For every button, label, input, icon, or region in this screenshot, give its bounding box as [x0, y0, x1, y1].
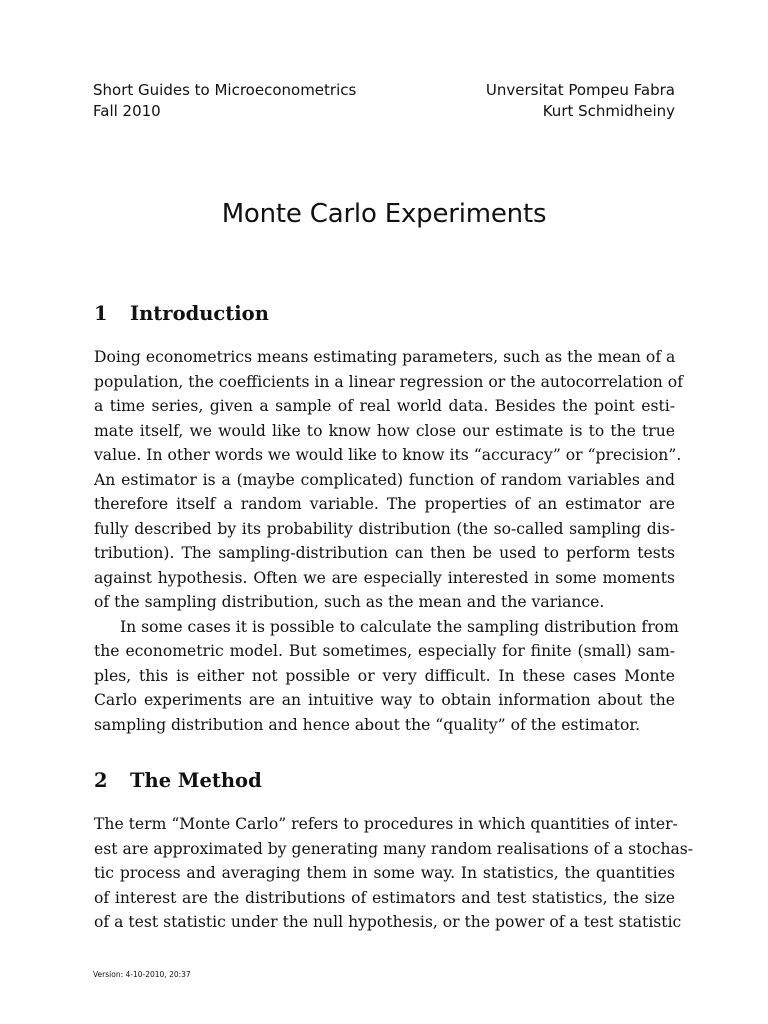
text-line: mate itself, we would like to know how close our estimate is to the true — [94, 421, 675, 440]
text-line: fully described by its probability distribution (the so-called sampling dis- — [94, 519, 675, 538]
header-author: Kurt Schmidheiny — [542, 102, 675, 120]
text-line: of interest are the distributions of estimators and test statistics, the size — [94, 888, 675, 907]
section-title: The Method — [130, 769, 262, 792]
paragraph-method-1 — [94, 812, 694, 935]
paragraph-intro-1 — [94, 345, 683, 615]
section-number: 1 — [94, 302, 108, 325]
text-line: ples, this is either not possible or very difficult. In these cases Monte — [94, 666, 675, 685]
text-line: Doing econometrics means estimating parameters, such as the mean of a — [94, 348, 676, 366]
text-line: tribution). The sampling-distribution can then be used to perform tests — [94, 544, 675, 562]
text-line: a time series, given a sample of real world data. Besides the point esti- — [94, 397, 675, 415]
header-semester: Fall 2010 — [93, 102, 161, 120]
section-heading-1 — [94, 301, 269, 327]
text-line: est are approximated by generating many random realisations of a stochas- — [94, 839, 694, 858]
version-footer: Version: 4-10-2010, 20:37 — [93, 970, 191, 979]
section-heading-2 — [94, 768, 262, 794]
section-number: 2 — [94, 769, 108, 792]
text-line: therefore itself a random variable. The properties of an estimator are — [94, 495, 675, 513]
text-line: against hypothesis. Often we are especially interested in some moments — [94, 568, 675, 587]
text-line: population, the coefficients in a linear regression or the autocorrelation of — [94, 372, 683, 391]
text-line: of the sampling distribution, such as the mean and the variance. — [94, 593, 605, 611]
header-course-title: Short Guides to Microeconometrics — [93, 81, 357, 99]
page-title: Monte Carlo Experiments — [221, 199, 547, 229]
paragraph-intro-2 — [94, 615, 679, 738]
text-line: of a test statistic under the null hypothesis, or the power of a test statistic — [94, 913, 682, 931]
text-line: In some cases it is possible to calculate the sampling distribution from — [120, 617, 679, 636]
header-university: Unversitat Pompeu Fabra — [485, 81, 675, 99]
text-line: sampling distribution and hence about the “quality” of the estimator. — [94, 715, 641, 734]
text-line: An estimator is a (maybe complicated) function of random variables and — [94, 470, 675, 489]
text-line: value. In other words we would like to know its “accuracy” or “precision”. — [94, 446, 682, 464]
text-line: Carlo experiments are an intuitive way to obtain information about the — [94, 691, 675, 709]
text-line: the econometric model. But sometimes, especially for finite (small) sam- — [94, 642, 675, 660]
text-line: The term “Monte Carlo” refers to procedures in which quantities of inter- — [94, 815, 678, 833]
section-title: Introduction — [130, 302, 269, 325]
text-line: tic process and averaging them in some way. In statistics, the quantities — [94, 864, 675, 882]
